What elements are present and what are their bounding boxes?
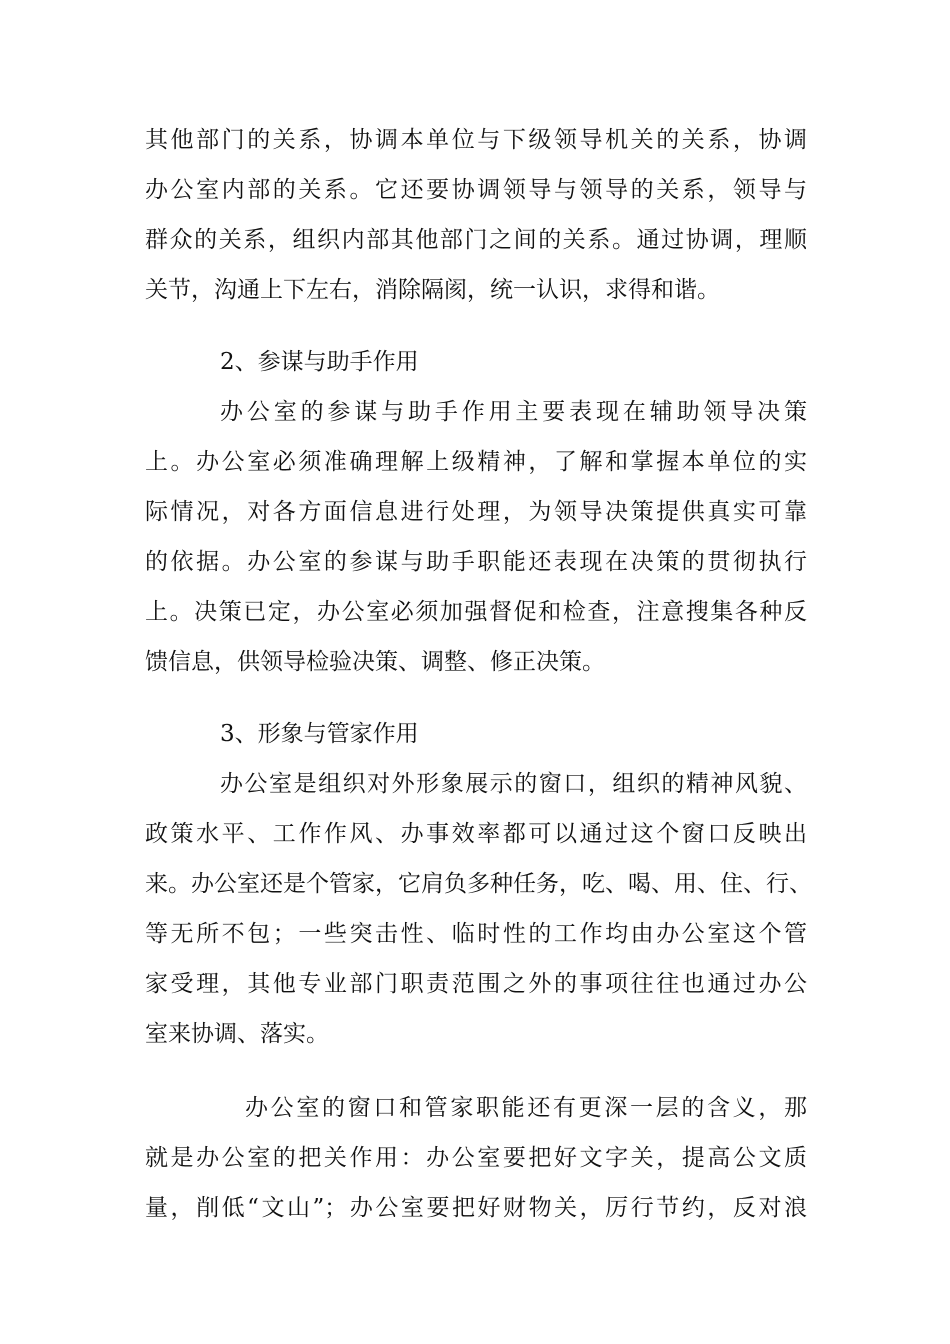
paragraph-line: 家受理，其他专业部门职责范围之外的事项往往也通过办公 [145, 971, 807, 997]
section-heading: 2、参谋与助手作用 [220, 349, 419, 375]
paragraph-line: 办公室是组织对外形象展示的窗口，组织的精神风貌、 [220, 771, 807, 797]
section-heading: 3、形象与管家作用 [220, 721, 419, 747]
paragraph-line: 办公室的窗口和管家职能还有更深一层的含义，那 [245, 1095, 807, 1121]
paragraph-line: 上。决策已定，办公室必须加强督促和检查，注意搜集各种反 [145, 599, 807, 625]
paragraph-line: 关节，沟通上下左右，消除隔阂，统一认识，求得和谐。 [145, 277, 720, 303]
paragraph-line: 其他部门的关系，协调本单位与下级领导机关的关系，协调 [145, 127, 807, 153]
paragraph-line: 际情况，对各方面信息进行处理，为领导决策提供真实可靠 [145, 499, 807, 525]
paragraph-line: 馈信息，供领导检验决策、调整、修正决策。 [145, 649, 605, 675]
paragraph-line: 就是办公室的把关作用：办公室要把好文字关，提高公文质 [145, 1145, 807, 1171]
paragraph-line: 办公室的参谋与助手作用主要表现在辅助领导决策 [220, 399, 807, 425]
paragraph-line: 的依据。办公室的参谋与助手职能还表现在决策的贯彻执行 [145, 549, 807, 575]
paragraph-line: 办公室内部的关系。它还要协调领导与领导的关系，领导与 [145, 177, 807, 203]
paragraph-line: 群众的关系，组织内部其他部门之间的关系。通过协调，理顺 [145, 227, 807, 253]
paragraph-line: 来。办公室还是个管家，它肩负多种任务，吃、喝、用、住、行、 [145, 871, 812, 897]
paragraph-line: 政策水平、工作作风、办事效率都可以通过这个窗口反映出 [145, 821, 807, 847]
paragraph-line: 等无所不包；一些突击性、临时性的工作均由办公室这个管 [145, 921, 807, 947]
paragraph-line: 室来协调、落实。 [145, 1021, 329, 1047]
paragraph-line: 上。办公室必须准确理解上级精神，了解和掌握本单位的实 [145, 449, 807, 475]
paragraph-line: 量，削低“文山”；办公室要把好财物关，厉行节约，反对浪 [145, 1195, 807, 1221]
